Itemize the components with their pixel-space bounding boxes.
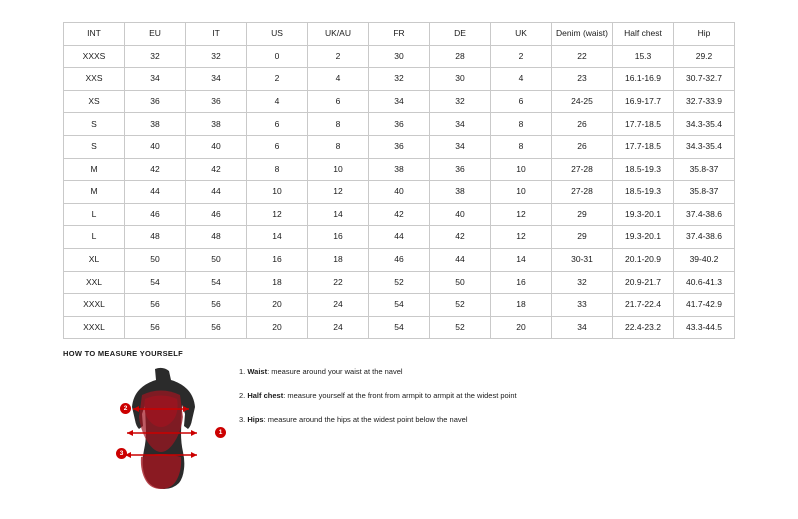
table-cell: 32: [369, 68, 430, 91]
table-cell: 20: [247, 294, 308, 317]
table-cell: 50: [186, 248, 247, 271]
table-cell: XXXL: [64, 316, 125, 339]
table-row: [64, 316, 735, 339]
table-header-cell: Half chest: [613, 23, 674, 46]
table-cell: 2: [308, 45, 369, 68]
table-cell: 24-25: [552, 90, 613, 113]
table-cell: 42: [369, 203, 430, 226]
table-cell: 29: [552, 203, 613, 226]
table-cell: 8: [308, 135, 369, 158]
table-cell: 29.2: [674, 45, 735, 68]
table-cell: 34: [430, 113, 491, 136]
table-cell: 42: [186, 158, 247, 181]
table-cell: 14: [247, 226, 308, 249]
table-cell: 34: [430, 135, 491, 158]
table-cell: 40: [186, 135, 247, 158]
table-cell: 34: [125, 68, 186, 91]
table-cell: 42: [430, 226, 491, 249]
table-cell: 32: [125, 45, 186, 68]
table-cell: 52: [430, 294, 491, 317]
measure-section-title: HOW TO MEASURE YOURSELF: [63, 349, 183, 358]
badge-half-chest: 2: [120, 403, 131, 414]
table-header-row: [64, 23, 735, 46]
table-cell: 12: [308, 181, 369, 204]
table-cell: 41.7-42.9: [674, 294, 735, 317]
table-cell: S: [64, 135, 125, 158]
table-cell: 16.1-16.9: [613, 68, 674, 91]
table-cell: 18.5-19.3: [613, 181, 674, 204]
table-cell: 18: [491, 294, 552, 317]
mannequin-illustration: [93, 365, 228, 505]
table-cell: 8: [247, 158, 308, 181]
table-header-cell: EU: [125, 23, 186, 46]
table-cell: 40: [125, 135, 186, 158]
table-cell: 6: [247, 113, 308, 136]
table-cell: 8: [491, 135, 552, 158]
table-cell: 8: [491, 113, 552, 136]
table-cell: 21.7-22.4: [613, 294, 674, 317]
table-cell: 6: [491, 90, 552, 113]
table-cell: M: [64, 158, 125, 181]
table-cell: 10: [491, 158, 552, 181]
table-cell: 12: [491, 226, 552, 249]
table-cell: 10: [308, 158, 369, 181]
table-cell: 36: [186, 90, 247, 113]
badge-hips: 3: [116, 448, 127, 459]
table-cell: XL: [64, 248, 125, 271]
table-header-cell: UK: [491, 23, 552, 46]
table-cell: 54: [125, 271, 186, 294]
table-cell: 24: [308, 294, 369, 317]
table-cell: 37.4-38.6: [674, 203, 735, 226]
table-row: [64, 294, 735, 317]
table-cell: 44: [369, 226, 430, 249]
measure-note-text: : measure around your waist at the navel: [267, 367, 403, 376]
table-cell: 30-31: [552, 248, 613, 271]
table-cell: XXL: [64, 271, 125, 294]
table-cell: 50: [125, 248, 186, 271]
table-cell: 54: [186, 271, 247, 294]
table-cell: 27-28: [552, 181, 613, 204]
table-row: [64, 271, 735, 294]
table-row: [64, 203, 735, 226]
table-cell: 23: [552, 68, 613, 91]
table-cell: 54: [369, 316, 430, 339]
table-cell: 14: [308, 203, 369, 226]
table-cell: 17.7-18.5: [613, 135, 674, 158]
measure-note-index: 2.: [239, 391, 248, 400]
table-cell: L: [64, 203, 125, 226]
table-cell: 8: [308, 113, 369, 136]
table-cell: 20: [491, 316, 552, 339]
table-cell: 38: [430, 181, 491, 204]
table-header-cell: INT: [64, 23, 125, 46]
table-cell: 38: [125, 113, 186, 136]
measure-note: [239, 415, 719, 424]
table-cell: 39-40.2: [674, 248, 735, 271]
table-cell: 40.6-41.3: [674, 271, 735, 294]
table-cell: 32: [186, 45, 247, 68]
table-cell: 19.3-20.1: [613, 226, 674, 249]
table-header-cell: US: [247, 23, 308, 46]
table-cell: 36: [369, 135, 430, 158]
table-cell: XXXL: [64, 294, 125, 317]
table-cell: 10: [247, 181, 308, 204]
size-table-body: [64, 45, 735, 339]
table-cell: 36: [125, 90, 186, 113]
table-header-cell: Denim (waist): [552, 23, 613, 46]
table-cell: 56: [186, 294, 247, 317]
table-cell: 38: [369, 158, 430, 181]
table-cell: 44: [430, 248, 491, 271]
table-row: [64, 135, 735, 158]
table-cell: L: [64, 226, 125, 249]
table-cell: 16: [491, 271, 552, 294]
measure-note-text: : measure yourself at the front from armpit to armpit at the widest point: [283, 391, 517, 400]
table-cell: 22.4-23.2: [613, 316, 674, 339]
size-table-container: [63, 22, 735, 339]
measure-section: [63, 365, 743, 505]
table-cell: 32.7-33.9: [674, 90, 735, 113]
table-cell: 4: [491, 68, 552, 91]
measure-notes: [239, 367, 719, 439]
table-cell: 32: [430, 90, 491, 113]
table-cell: 6: [308, 90, 369, 113]
table-row: [64, 226, 735, 249]
table-cell: 26: [552, 113, 613, 136]
table-cell: 20: [247, 316, 308, 339]
table-cell: 36: [369, 113, 430, 136]
table-cell: 22: [552, 45, 613, 68]
size-table-head: [64, 23, 735, 46]
table-header-cell: FR: [369, 23, 430, 46]
size-table: [63, 22, 735, 339]
badge-waist: 1: [215, 427, 226, 438]
table-cell: 52: [369, 271, 430, 294]
table-cell: 32: [552, 271, 613, 294]
table-cell: 29: [552, 226, 613, 249]
table-cell: 40: [430, 203, 491, 226]
table-cell: 0: [247, 45, 308, 68]
table-cell: 46: [369, 248, 430, 271]
measure-note: [239, 367, 719, 376]
table-row: [64, 90, 735, 113]
table-cell: 34: [552, 316, 613, 339]
table-cell: 30: [369, 45, 430, 68]
table-cell: 44: [125, 181, 186, 204]
table-cell: 27-28: [552, 158, 613, 181]
table-cell: 24: [308, 316, 369, 339]
table-cell: 18: [308, 248, 369, 271]
table-cell: 16: [247, 248, 308, 271]
mannequin-svg: [93, 365, 228, 505]
table-cell: 28: [430, 45, 491, 68]
table-cell: 36: [430, 158, 491, 181]
table-cell: 40: [369, 181, 430, 204]
table-cell: 6: [247, 135, 308, 158]
table-cell: 16.9-17.7: [613, 90, 674, 113]
table-cell: XS: [64, 90, 125, 113]
table-cell: 35.8-37: [674, 181, 735, 204]
table-cell: 54: [369, 294, 430, 317]
table-cell: 30: [430, 68, 491, 91]
table-row: [64, 45, 735, 68]
table-row: [64, 158, 735, 181]
table-cell: 4: [308, 68, 369, 91]
table-cell: 42: [125, 158, 186, 181]
table-cell: XXXS: [64, 45, 125, 68]
table-cell: 10: [491, 181, 552, 204]
measure-note-term: Hips: [247, 415, 264, 424]
table-row: [64, 113, 735, 136]
table-cell: 15.3: [613, 45, 674, 68]
measure-note-index: 1.: [239, 367, 248, 376]
table-cell: S: [64, 113, 125, 136]
table-cell: 50: [430, 271, 491, 294]
table-cell: 43.3-44.5: [674, 316, 735, 339]
measure-note-text: : measure around the hips at the widest point below the navel: [263, 415, 468, 424]
table-cell: 33: [552, 294, 613, 317]
table-cell: 46: [125, 203, 186, 226]
table-cell: 20.1-20.9: [613, 248, 674, 271]
table-cell: 22: [308, 271, 369, 294]
table-cell: 14: [491, 248, 552, 271]
table-cell: 52: [430, 316, 491, 339]
table-header-cell: UK/AU: [308, 23, 369, 46]
table-row: [64, 181, 735, 204]
table-cell: 56: [125, 316, 186, 339]
table-cell: 48: [125, 226, 186, 249]
table-cell: 56: [186, 316, 247, 339]
table-cell: 18: [247, 271, 308, 294]
table-header-cell: DE: [430, 23, 491, 46]
table-header-cell: IT: [186, 23, 247, 46]
table-cell: 30.7-32.7: [674, 68, 735, 91]
table-cell: 20.9-21.7: [613, 271, 674, 294]
measure-note: [239, 391, 719, 400]
table-cell: 34: [369, 90, 430, 113]
table-cell: 38: [186, 113, 247, 136]
table-cell: 17.7-18.5: [613, 113, 674, 136]
measure-note-term: Half chest: [247, 391, 284, 400]
table-row: [64, 68, 735, 91]
table-cell: 46: [186, 203, 247, 226]
table-cell: 18.5-19.3: [613, 158, 674, 181]
table-row: [64, 248, 735, 271]
table-cell: XXS: [64, 68, 125, 91]
table-cell: 34: [186, 68, 247, 91]
table-cell: 16: [308, 226, 369, 249]
measure-note-index: 3.: [239, 415, 248, 424]
table-cell: 12: [247, 203, 308, 226]
table-cell: 2: [491, 45, 552, 68]
table-cell: 12: [491, 203, 552, 226]
table-cell: 37.4-38.6: [674, 226, 735, 249]
table-cell: 48: [186, 226, 247, 249]
table-cell: 2: [247, 68, 308, 91]
table-header-cell: Hip: [674, 23, 735, 46]
table-cell: M: [64, 181, 125, 204]
table-cell: 34.3-35.4: [674, 113, 735, 136]
table-cell: 19.3-20.1: [613, 203, 674, 226]
table-cell: 4: [247, 90, 308, 113]
table-cell: 44: [186, 181, 247, 204]
table-cell: 56: [125, 294, 186, 317]
table-cell: 26: [552, 135, 613, 158]
measure-note-term: Waist: [247, 367, 268, 376]
table-cell: 35.8-37: [674, 158, 735, 181]
table-cell: 34.3-35.4: [674, 135, 735, 158]
